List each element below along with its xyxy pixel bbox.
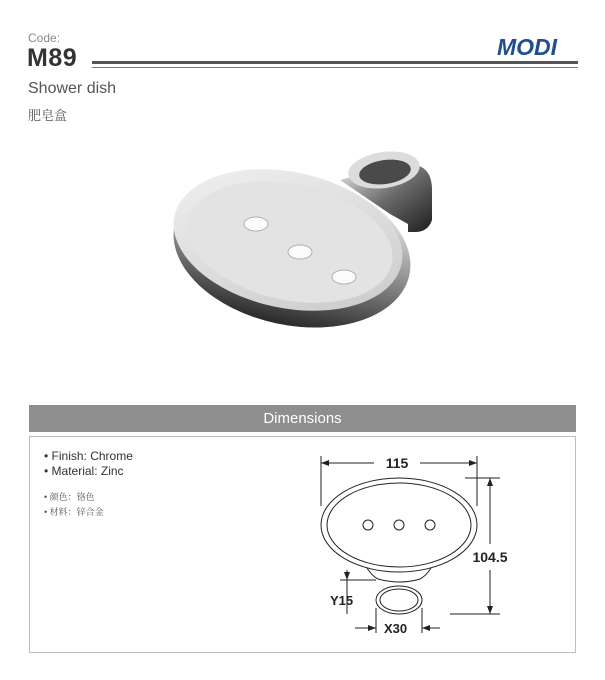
dimensions-header: Dimensions <box>29 405 576 432</box>
spec-material: • Material: Zinc <box>44 464 124 478</box>
code-label: Code: <box>28 31 61 45</box>
spec-material-cn: • 材料：锌合金 <box>44 507 104 517</box>
brand-logo: MODI <box>497 34 558 60</box>
spec-finish: • Finish: Chrome <box>44 449 133 463</box>
spec-finish-cn: • 颜色：铬色 <box>44 492 95 502</box>
dimension-drawing <box>300 448 530 638</box>
header-rule-thin <box>92 67 578 68</box>
header-rule-thick <box>92 61 578 64</box>
dim-x-label: X30 <box>384 621 408 636</box>
dim-y-label: Y15 <box>330 593 354 608</box>
product-image <box>170 140 450 350</box>
dim-height-label: 104.5 <box>472 549 508 565</box>
product-name-en: Shower dish <box>28 80 117 97</box>
dim-width-label: 115 <box>385 455 409 471</box>
product-name-cn: 肥皂盒 <box>28 108 68 123</box>
product-code: M89 <box>27 44 78 72</box>
